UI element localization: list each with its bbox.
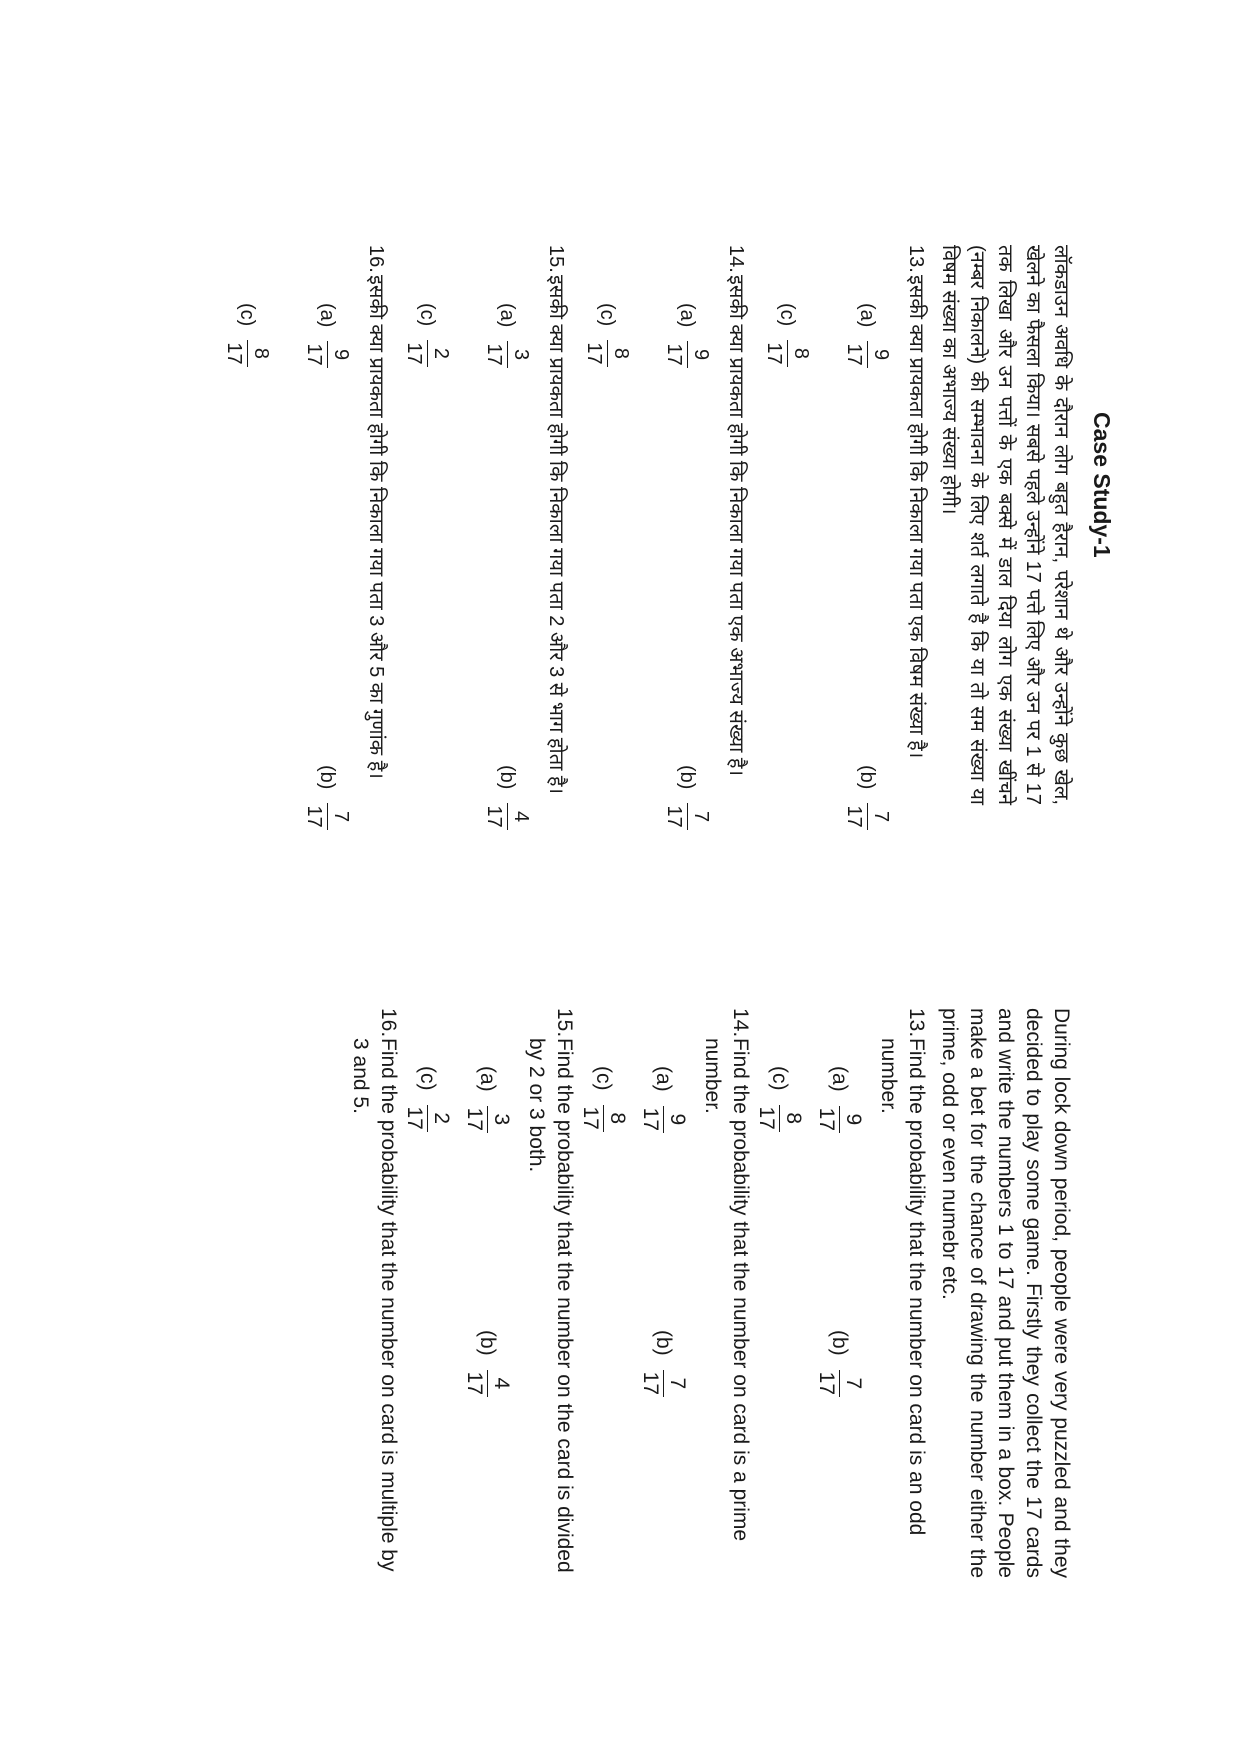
option-a: [813, 1066, 866, 1133]
option-label: (a): [496, 303, 519, 328]
option-c: [221, 303, 274, 367]
question-text: इसकी क्या प्रायकता होगी कि निकाला गया पता एक अभाज्य संख्या है।: [725, 275, 747, 777]
english-intro: During lock down period, people were very puzzled and they decided to play some game. Firstly they collect the 17 cards and write the numbers 1 to 17 and put them in a box. People make a bet for the chance of drawing the number either the prime, odd or even numebr etc.: [938, 1008, 1073, 1578]
numerator: 9: [842, 1113, 865, 1126]
hindi-question-15: [542, 245, 570, 805]
fraction: [813, 1370, 866, 1397]
option-b: [841, 765, 894, 830]
denominator: 17: [815, 1371, 838, 1396]
fraction: [637, 1106, 690, 1133]
option-b: [661, 765, 714, 830]
question-text: इसकी क्या प्रायकता होगी कि निकाला गया पता 2 और 3 से भाग होता है।: [545, 275, 567, 795]
options: [462, 1008, 522, 1578]
fraction: [813, 1106, 866, 1133]
numerator: 4: [510, 811, 532, 823]
option-label: (b): [496, 765, 519, 790]
option-a: [841, 303, 894, 368]
denominator: 17: [661, 803, 688, 829]
fraction: [401, 340, 454, 366]
denominator: 17: [463, 1107, 486, 1132]
hindi-question-13: [902, 245, 930, 805]
option-b: [637, 1330, 690, 1397]
english-question-16: [346, 1008, 402, 1578]
denominator: 17: [481, 803, 508, 829]
fraction: [301, 341, 354, 367]
options: [822, 245, 902, 828]
fraction: [841, 341, 894, 367]
option-c: [761, 303, 814, 367]
page-title: Case Study-1: [1089, 412, 1115, 558]
denominator: 17: [403, 1106, 426, 1130]
denominator: 17: [463, 1371, 486, 1396]
question-text: Find the probability that the number on the card is divided by 2 or 3 both.: [525, 1038, 576, 1573]
denominator: 17: [761, 340, 788, 366]
fraction: [661, 803, 714, 829]
question-text: इसकी क्या प्रायकता होगी कि निकाला गया पता एक विषम संख्या है।: [905, 275, 927, 759]
hindi-column: [210, 245, 1075, 828]
options: [754, 1008, 814, 1578]
option-b: [461, 1330, 514, 1397]
question-number: 14.: [729, 1008, 752, 1038]
options: [462, 245, 542, 828]
question-number: 16.: [377, 1008, 400, 1038]
options: [814, 1008, 874, 1578]
numerator: 8: [782, 1112, 805, 1125]
options: [642, 245, 722, 828]
option-label: (a): [856, 303, 879, 328]
options: [210, 245, 282, 805]
option-label: (a): [828, 1066, 852, 1092]
options: [282, 245, 362, 828]
denominator: 17: [815, 1107, 838, 1132]
denominator: 17: [661, 341, 688, 367]
option-c: [401, 1066, 454, 1132]
fraction: [221, 340, 274, 366]
option-label: (b): [316, 765, 339, 790]
option-c: [577, 1066, 630, 1132]
numerator: 7: [330, 811, 352, 823]
fraction: [461, 1106, 514, 1133]
option-label: (a): [476, 1066, 500, 1092]
option-label: (c): [596, 303, 619, 327]
fraction: [301, 803, 354, 829]
question-text: Find the probability that the number on card is an odd number.: [877, 1038, 928, 1536]
numerator: 9: [666, 1113, 689, 1126]
denominator: 17: [639, 1371, 662, 1396]
options: [750, 245, 822, 805]
option-label: (a): [676, 303, 699, 328]
denominator: 17: [841, 803, 868, 829]
question-number: 14.: [725, 245, 747, 273]
option-label: (c): [768, 1066, 792, 1091]
denominator: 17: [755, 1106, 778, 1130]
denominator: 17: [401, 340, 428, 366]
fraction: [581, 340, 634, 366]
option-label: (b): [652, 1330, 676, 1356]
denominator: 17: [481, 341, 508, 367]
option-b: [481, 765, 534, 830]
option-b: [813, 1330, 866, 1397]
english-question-13: [874, 1008, 930, 1578]
option-label: (b): [476, 1330, 500, 1356]
question-number: 13.: [905, 1008, 928, 1038]
fraction: [401, 1105, 454, 1132]
denominator: 17: [579, 1106, 602, 1130]
question-text: Find the probability that the number on card is a prime number.: [701, 1038, 752, 1542]
fraction: [637, 1370, 690, 1397]
english-question-14: [698, 1008, 754, 1578]
option-label: (b): [676, 765, 699, 790]
option-a: [637, 1066, 690, 1133]
numerator: 7: [870, 811, 892, 823]
question-number: 15.: [553, 1008, 576, 1038]
denominator: 17: [639, 1107, 662, 1132]
fraction: [753, 1105, 806, 1132]
numerator: 7: [842, 1377, 865, 1390]
denominator: 17: [221, 340, 248, 366]
fraction: [481, 803, 534, 829]
numerator: 2: [430, 347, 452, 360]
fraction: [661, 341, 714, 367]
option-label: (c): [236, 303, 259, 327]
option-c: [753, 1066, 806, 1132]
numerator: 9: [870, 349, 892, 361]
options: [570, 245, 642, 805]
numerator: 9: [330, 349, 352, 361]
fraction: [841, 803, 894, 829]
numerator: 7: [690, 811, 712, 823]
option-b: [301, 765, 354, 830]
option-a: [661, 303, 714, 368]
numerator: 7: [666, 1377, 689, 1390]
english-question-15: [522, 1008, 578, 1578]
numerator: 2: [430, 1112, 453, 1125]
options: [390, 245, 462, 805]
options: [638, 1008, 698, 1578]
fraction: [481, 341, 534, 367]
option-a: [481, 303, 534, 368]
option-a: [301, 303, 354, 368]
option-label: (c): [592, 1066, 616, 1091]
hindi-question-14: [722, 245, 750, 805]
option-label: (c): [776, 303, 799, 327]
fraction: [461, 1370, 514, 1397]
option-c: [581, 303, 634, 367]
question-number: 16.: [365, 245, 387, 273]
denominator: 17: [301, 341, 328, 367]
option-label: (a): [316, 303, 339, 328]
denominator: 17: [581, 340, 608, 366]
hindi-intro: लॉकडाउन अवधि के दौरान लोग बहुत हैरान, परेशान थे और उन्होंने कुछ खेल, खेलने का फैसला किया। सबसे पहले उन्होंने 17 पत्ते लिए और उन पर 1 से 17 तक लिखा और उन पत्तों के एक बक्से में डाल दिया लोग एक संख्या खींचने (नम्बर निकालने) की सम्भावना के लिए शर्त लगाते है कि या तो सम संख्या या विषम संख्या का अभाज्य संख्या होगी।: [938, 245, 1072, 805]
numerator: 3: [510, 349, 532, 361]
denominator: 17: [841, 341, 868, 367]
question-number: 13.: [905, 245, 927, 273]
numerator: 8: [606, 1112, 629, 1125]
question-text: Find the probability that the number on card is multiple by 3 and 5.: [349, 1038, 400, 1572]
option-label: (c): [416, 303, 439, 327]
numerator: 8: [250, 347, 272, 360]
fraction: [577, 1105, 630, 1132]
fraction: [761, 340, 814, 366]
options: [402, 1008, 462, 1578]
option-label: (b): [828, 1330, 852, 1356]
denominator: 17: [301, 803, 328, 829]
option-c: [401, 303, 454, 367]
option-label: (a): [652, 1066, 676, 1092]
question-number: 15.: [545, 245, 567, 273]
question-text: इसकी क्या प्रायकता होगी कि निकाला गया पता 3 और 5 का गुणांक है।: [365, 275, 387, 779]
hindi-question-16: [362, 245, 390, 805]
option-label: (b): [856, 765, 879, 790]
numerator: 3: [490, 1113, 513, 1126]
english-column: [346, 1008, 1075, 1578]
numerator: 8: [610, 347, 632, 360]
option-label: (c): [416, 1066, 440, 1091]
options: [578, 1008, 638, 1578]
option-a: [461, 1066, 514, 1133]
numerator: 4: [490, 1377, 513, 1390]
numerator: 9: [690, 349, 712, 361]
numerator: 8: [790, 347, 812, 360]
